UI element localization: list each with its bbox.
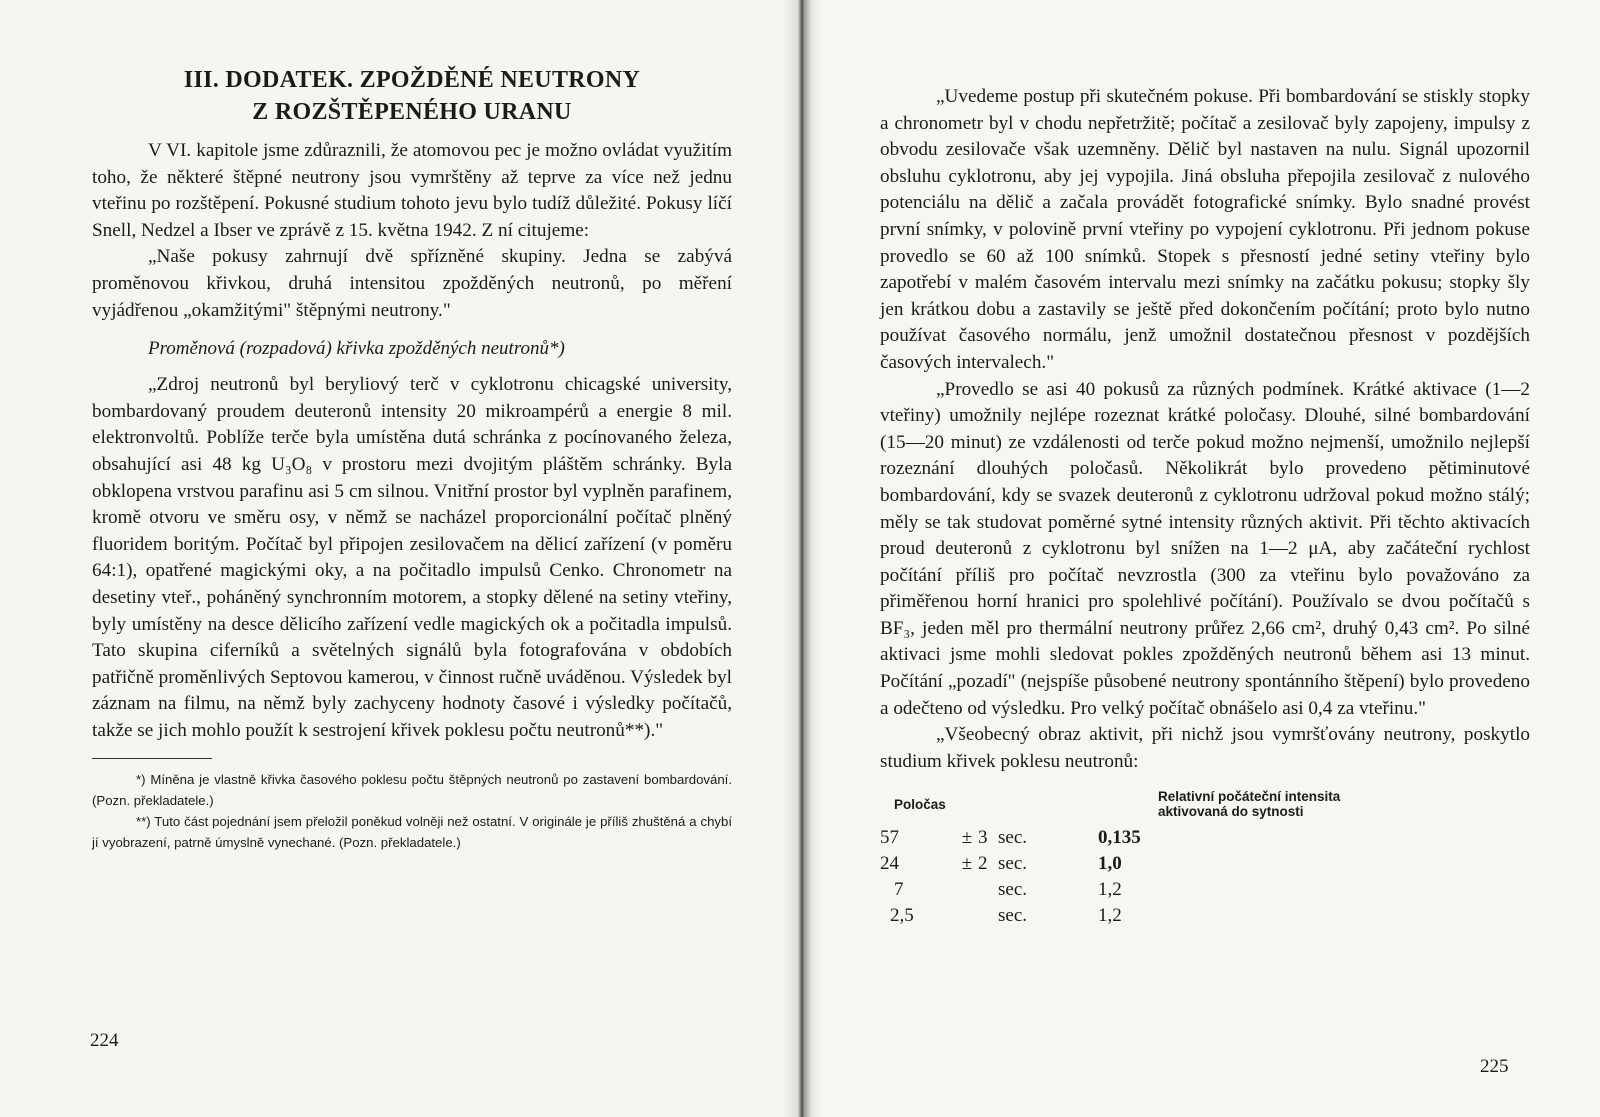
- table-row: [880, 877, 1398, 903]
- intensity-cell: 1,2: [1098, 905, 1122, 927]
- intensity-cell: 1,0: [1098, 853, 1122, 875]
- plus-minus-cell: ±: [961, 827, 973, 849]
- table-row: [880, 851, 1398, 877]
- experiments-paragraph: „Provedlo se asi 40 pokusů za různých podmínek. Krátké aktivace (1—2 vteřiny) umožnily nejlépe rozeznat krátké poločasy. Dlouhé, silné bombardování (15—20 minut) ze vzdálenosti od terče pokud možno nejmenší, umožnilo nejlepší rozeznání dlouhých poločasů. Několikrát bylo provedeno pětiminutové bombardování, kdy se svazek deuteronů z cyklotronu udržoval pokud možno stálý; měly se tak studovat poměrné sytné intensity různých aktivit. Při těchto aktivacích proud deuteronů z cyklotronu byl snížen na 1—2 μA, aby začáteční rychlost počítání příliš pro počítač nevzrostla (300 za vteřinu bylo považováno za přiměřenou horní hranici pro spolehlivé počítání). Používalo se dvou počítačů s BF₃, jeden měl pro thermální neutrony průřez 2,66 cm², druhý 0,43 cm². Po silné aktivaci jsme mohli sledovat pokles zpožděných neutronů během asi 13 minut. Počítání „pozadí" (nejspíše působené neutrony spontánního štěpení) bylo provedeno a odečteno od výsledku. Pro velký počítač obnášelo asi 0,4 za vteřinu.": [880, 378, 1530, 719]
- table-row: [880, 903, 1398, 929]
- quote-paragraph: „Naše pokusy zahrnují dvě spřízněné skupiny. Jedna se zabývá proměnovou křivkou, druhá intensitou zpožděných neutronů, po měření vyjádřenou „okamžitými" štěpnými neutrony.": [92, 246, 732, 321]
- half-life-cell: 57: [880, 827, 899, 849]
- unit-cell: sec.: [998, 827, 1028, 849]
- plus-minus-cell: ±: [961, 853, 973, 875]
- unit-cell: sec.: [998, 905, 1028, 927]
- error-cell: 2: [978, 853, 988, 875]
- error-cell: 3: [978, 827, 988, 849]
- half-life-table: [880, 789, 1398, 929]
- half-life-cell: 7: [894, 879, 904, 901]
- page-number-left: 224: [90, 1030, 119, 1051]
- book-gutter-shadow: [782, 0, 822, 1117]
- left-column: [92, 64, 732, 853]
- chapter-title-line1: III. DODATEK. ZPOŽDĚNÉ NEUTRONY: [183, 67, 641, 93]
- table-header-row: [880, 789, 1398, 825]
- source-paragraph: „Zdroj neutronů byl beryliový terč v cyklotronu chicagské university, bombardovaný proudem deuteronů intensity 20 mikroampérů a energie 8 mil. elektronvoltů. Poblíže terče byla umístěna dutá schránka z pocínovaného železa, obsahující asi 48 kg U₃O₈ v prostoru mezi dvojitým pláštěm schránky. Byla obklopena vrstvou parafinu asi 5 cm silnou. Vnitřní prostor byl vyplněn parafinem, kromě otvoru ve směru osy, v němž se nacházel proporcionální počítač plněný fluoridem boritým. Počítač byl připojen zesilovačem na dělicí zařízení (v poměru 64:1), opatřené magickými oky, a na počitadlo impulsů Cenko. Chronometr na desetiny vteř., poháněný synchronním motorem, a stopky dělené na setiny vteřiny, byly umístěny na desce dělicího zařízení vedle magických ok a počitadla impulsů. Tato skupina ciferníků a světelných signálů byla fotografována v obdobích patřičně proměnlivých Septovou kamerou, v činnost ručně uváděnou. Výsledek byl záznam na filmu, na němž byly zachyceny hodnoty časové i výsledky počítačů, takže se jich mohlo použít k sestrojení křivek poklesu počtu neutronů**).": [92, 374, 732, 741]
- overview-paragraph: „Všeobecný obraz aktivit, při nichž jsou vymršťovány neutrony, poskytlo studium křivek poklesu neutronů:: [880, 724, 1530, 772]
- procedure-paragraph: „Uvedeme postup při skutečném pokuse. Při bombardování se stiskly stopky a chronometr byl v chodu nepřetržitě; počítač a zesilovač byly zapojeny, impulsy z obvodu zesilovače však uzemněny. Dělič byl nastaven na nulu. Signál upozornil obsluhu cyklotronu, aby jej vypojila. Jiná obsluha přepojila zesilovač z nulového potenciálu na dělič a začala provádět fotografické snímky. Bylo snadné provést první snímky, v polovině první vteřiny po vypojení cyklotronu. Při jednom pokuse provedlo se 60 až 100 snímků. Stopek s přesností jedné setiny vteřiny bylo zapotřebí v malém časovém intervalu mezi snímky na začátku pokusu; stopky šly jen krátkou dobu a zastavily se ještě před dokončením počítání; proto bylo nutno používat časového normálu, jenž umožnil dostatečnou přesnost v pozdějších časových intervalech.": [880, 86, 1530, 373]
- unit-cell: sec.: [998, 879, 1028, 901]
- plus-minus-cell: [956, 877, 978, 903]
- error-cell: [978, 877, 998, 903]
- right-column: [880, 84, 1530, 929]
- intensity-cell: 1,2: [1098, 879, 1122, 901]
- footnote-separator: [92, 758, 212, 759]
- intro-paragraph: V VI. kapitole jsme zdůraznili, že atomovou pec je možno ovládat využitím toho, že některé štěpné neutrony jsou vymrštěny až teprve za více než jednu vteřinu po rozštěpení. Pokusné studium tohoto jevu bylo tudíž důležité. Pokusy líčí Snell, Nedzel a Ibser ve zprávě z 15. května 1942. Z ní citujeme:: [92, 140, 732, 241]
- plus-minus-cell: [956, 903, 978, 929]
- footnote-2: **) Tuto část pojednání jsem přeložil poněkud volněji než ostatní. V originále je příliš zhuštěná a chybí jí vyobrazení, patrně úmyslně vynechané. (Pozn. překladatele.): [92, 814, 732, 851]
- unit-cell: sec.: [998, 853, 1028, 875]
- page-number-right: 225: [1480, 1056, 1509, 1077]
- error-cell: [978, 903, 998, 929]
- chapter-title-line2: Z ROZŠTĚPENÉHO URANU: [252, 99, 572, 125]
- half-life-cell: 24: [880, 853, 899, 875]
- col-header-half-life: Poločas: [894, 796, 946, 812]
- section-subheading: Proměnová (rozpadová) křivka zpožděných neutronů*): [148, 338, 565, 360]
- right-page: [800, 0, 1600, 1117]
- intensity-cell: 0,135: [1098, 827, 1141, 849]
- half-life-cell: 2,5: [890, 905, 914, 927]
- col-header-intensity: Relativní počáteční intensita aktivovaná do sytnosti: [1158, 789, 1341, 820]
- table-row: [880, 825, 1398, 851]
- chapter-title: [92, 64, 732, 128]
- footnote-1: *) Míněna je vlastně křivka časového poklesu počtu štěpných neutronů po zastavení bombardování. (Pozn. překladatele.): [92, 772, 732, 809]
